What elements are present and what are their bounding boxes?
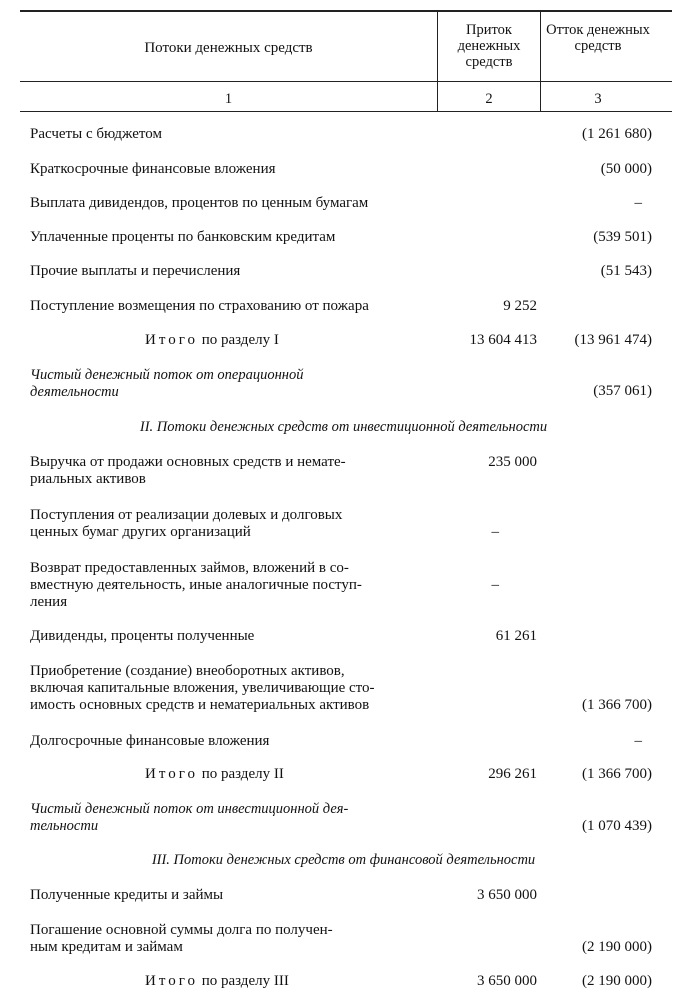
row-label-line3: ления [30, 594, 68, 610]
outflow-value: (13 961 474) [574, 332, 652, 348]
row-label-line2: ным кредитам и займам [30, 939, 183, 955]
row-label: Краткосрочные финансовые вложения [30, 161, 276, 177]
row-label: Долгосрочные финансовые вложения [30, 733, 270, 749]
outflow-value: (50 000) [600, 161, 652, 177]
row-label: Выплата дивидендов, процентов по ценным бумагам [30, 195, 369, 211]
outflow-value: (2 190 000) [582, 973, 652, 989]
col-divider-2 [540, 10, 541, 111]
row-label-line2: тельности [30, 818, 99, 834]
row-label-line1: Выручка от продажи основных средств и немате- [30, 454, 346, 470]
inflow-value: 296 261 [488, 766, 537, 782]
header-num2: 2 [485, 91, 493, 107]
outflow-value: (1 261 680) [582, 126, 652, 142]
row-label-line1: Возврат предоставленных займов, вложений в со- [30, 560, 349, 576]
row-label: Дивиденды, проценты полученные [30, 628, 255, 644]
outflow-value: (51 543) [600, 263, 652, 279]
inflow-value: 9 252 [503, 298, 537, 314]
header-rule [20, 81, 672, 82]
outflow-value: (2 190 000) [582, 939, 652, 955]
total-section: по разделу I [197, 332, 279, 348]
total-word: Итого [145, 332, 198, 348]
number-rule [20, 111, 672, 112]
header-col3: Отток денежных средств [546, 22, 650, 54]
total-section: по разделу III [197, 973, 289, 989]
outflow-value: (1 366 700) [582, 697, 652, 713]
row-label-line3: имость основных средств и нематериальных активов [30, 697, 370, 713]
inflow-value: 235 000 [488, 454, 537, 470]
row-label-line1: Чистый денежный поток от операционной [30, 367, 304, 383]
outflow-value: – [634, 195, 642, 211]
inflow-value: – [491, 577, 499, 593]
col-divider-1 [437, 10, 438, 111]
inflow-value: 13 604 413 [469, 332, 537, 348]
total-section: по разделу II [197, 766, 284, 782]
section-heading: III. Потоки денежных средств от финансовой деятельности [151, 852, 536, 868]
row-label: Прочие выплаты и перечисления [30, 263, 241, 279]
row-label-line2: вместную деятельность, иные аналогичные поступ- [30, 577, 362, 593]
row-label: Полученные кредиты и займы [30, 887, 224, 903]
row-label-line1: Поступления от реализации долевых и долговых [30, 507, 343, 523]
outflow-value: – [634, 733, 642, 749]
total-word: Итого [145, 973, 198, 989]
top-rule [20, 10, 672, 12]
inflow-value: 61 261 [495, 628, 537, 644]
row-label-line2: риальных активов [30, 471, 146, 487]
total-word: Итого [145, 766, 198, 782]
row-label-line1: Приобретение (создание) внеоборотных активов, [30, 663, 345, 679]
inflow-value: 3 650 000 [477, 887, 537, 903]
inflow-value: 3 650 000 [477, 973, 537, 989]
header-num1: 1 [224, 91, 233, 107]
row-label-line1: Погашение основной суммы долга по получен- [30, 922, 333, 938]
section-heading: II. Потоки денежных средств от инвестиционной деятельности [139, 419, 548, 435]
row-label-line2: включая капитальные вложения, увеличивающие сто- [30, 680, 375, 696]
row-label-line2: ценных бумаг других организаций [30, 524, 251, 540]
outflow-value: (357 061) [593, 383, 652, 399]
inflow-value: – [491, 524, 499, 540]
row-label: Расчеты с бюджетом [30, 126, 162, 142]
header-num3: 3 [594, 91, 602, 107]
row-label-line1: Чистый денежный поток от инвестиционной дея- [30, 801, 349, 817]
row-label-line2: деятельности [30, 384, 119, 400]
outflow-value: (539 501) [593, 229, 652, 245]
row-label: Уплаченные проценты по банковским кредитам [30, 229, 336, 245]
row-label: Поступление возмещения по страхованию от пожара [30, 298, 369, 314]
outflow-value: (1 366 700) [582, 766, 652, 782]
header-col2: Приток денежных средств [457, 22, 521, 70]
outflow-value: (1 070 439) [582, 818, 652, 834]
header-col1: Потоки денежных средств [144, 40, 313, 56]
